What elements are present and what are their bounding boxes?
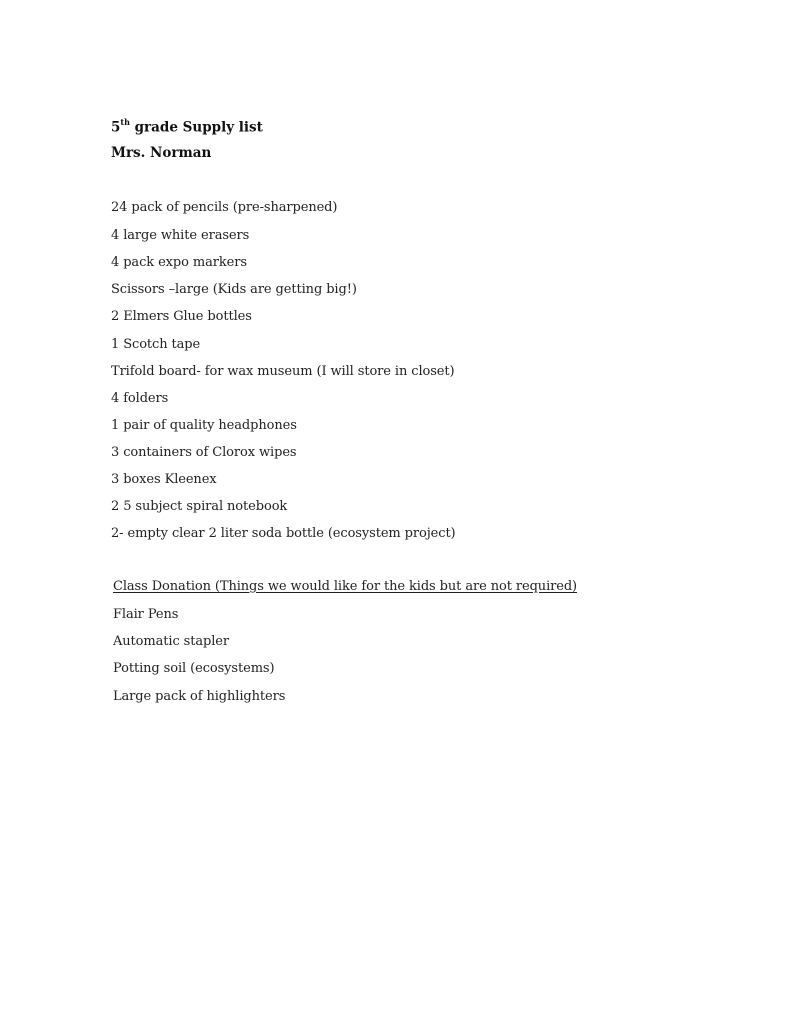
supply-item: 2 5 subject spiral notebook [111, 499, 288, 514]
supply-item: 2- empty clear 2 liter soda bottle (ecosystem project) [111, 526, 456, 541]
supply-item: Trifold board- for wax museum (I will store in closet) [111, 364, 455, 379]
teacher-name: Mrs. Norman [111, 145, 212, 161]
supply-item: 4 pack expo markers [111, 255, 247, 270]
supply-item: 1 pair of quality headphones [111, 418, 297, 433]
supply-item: 4 large white erasers [111, 228, 250, 243]
page-title [111, 118, 263, 136]
supply-item: 3 boxes Kleenex [111, 472, 217, 487]
supply-item: 4 folders [111, 391, 169, 406]
donation-item: Automatic stapler [113, 634, 230, 649]
donation-item: Flair Pens [113, 607, 179, 622]
donation-item: Large pack of highlighters [113, 689, 286, 704]
supply-item: 2 Elmers Glue bottles [111, 309, 252, 324]
grade-number: 5 [111, 119, 121, 136]
supply-item: Scissors –large (Kids are getting big!) [111, 282, 357, 297]
title-text: grade Supply list [129, 119, 263, 136]
donation-item: Potting soil (ecosystems) [113, 661, 275, 676]
donation-heading: Class Donation (Things we would like for the kids but are not required) [113, 579, 578, 594]
grade-suffix: th [120, 117, 130, 127]
supply-item: 3 containers of Clorox wipes [111, 445, 297, 460]
supply-item: 24 pack of pencils (pre-sharpened) [111, 200, 338, 215]
supply-item: 1 Scotch tape [111, 337, 201, 352]
